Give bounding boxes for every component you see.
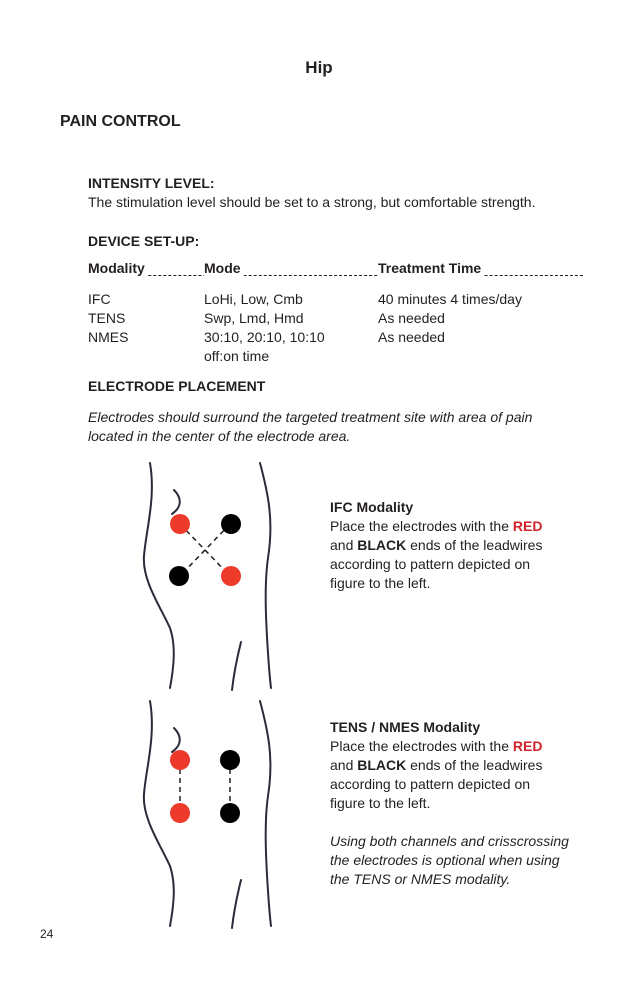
tens-note-line1: Using both channels and crisscrossing [330,833,569,849]
ifc-line1-prefix: Place the electrodes with the [330,518,513,534]
electrode-placement-heading: ELECTRODE PLACEMENT [88,378,266,394]
ifc-red-word: RED [512,518,543,534]
black-electrode-top-right [221,514,241,534]
ifc-hip-figure [120,458,300,693]
device-setup-heading: DEVICE SET-UP: [88,233,200,249]
tens-red-word: RED [512,738,543,754]
black-electrode-bottom-left [169,566,189,586]
tens-note-line3: the TENS or NMES modality. [330,871,511,887]
tens-line1-prefix: Place the electrodes with the [330,738,513,754]
column-header-modality: Modality [88,260,148,276]
tens-panel [330,718,569,889]
ifc-line4: figure to the left. [330,575,431,591]
red-electrode-bottom-right [221,566,241,586]
ifc-panel-title: IFC Modality [330,499,414,515]
parallel-leadwires [180,760,230,812]
table-header [88,260,583,280]
cell-mode: Swp, Lmd, Hmd [204,310,304,326]
tens-line3: according to pattern depicted on [330,776,531,792]
red-electrode-top-left [170,514,190,534]
cell-time: As needed [378,329,445,345]
column-header-mode: Mode [204,260,244,276]
ifc-panel [330,498,542,593]
crossed-leadwires [180,524,230,576]
cell-modality: NMES [88,329,129,345]
tens-line2-prefix: and [330,757,358,773]
section-title: PAIN CONTROL [60,113,181,130]
black-electrode-top-right [220,750,240,770]
tens-black-word: BLACK [357,757,407,773]
tens-line2-suffix: ends of the leadwires [406,757,543,773]
red-electrode-top-left [170,750,190,770]
cell-mode: LoHi, Low, Cmb [204,291,303,307]
ifc-line2-prefix: and [330,537,358,553]
electrode-placement-text-line2: located in the center of the electrode area. [88,428,351,444]
ifc-line3: according to pattern depicted on [330,556,531,572]
column-header-treatment-time: Treatment Time [378,260,484,276]
cell-mode-line2: off:on time [204,348,270,364]
red-electrode-bottom-left [170,803,190,823]
tens-hip-figure [120,696,300,931]
page-number: 24 [40,927,54,941]
cell-modality: TENS [88,310,126,326]
electrode-placement-text-line1: Electrodes should surround the targeted treatment site with area of pain [88,409,533,425]
ifc-line2-suffix: ends of the leadwires [406,537,543,553]
table-header-divider [88,275,583,276]
ifc-black-word: BLACK [357,537,407,553]
black-electrode-bottom-right [220,803,240,823]
tens-panel-title: TENS / NMES Modality [330,719,481,735]
tens-note-line2: the electrodes is optional when using [330,852,560,868]
hip-body-outline [144,463,271,690]
hip-body-outline [144,701,271,928]
intensity-text: The stimulation level should be set to a strong, but comfortable strength. [88,194,536,210]
cell-mode: 30:10, 20:10, 10:10 [204,329,325,345]
cell-time: 40 minutes 4 times/day [378,291,522,307]
cell-modality: IFC [88,291,111,307]
page-title: Hip [305,58,333,77]
tens-line4: figure to the left. [330,795,431,811]
cell-time: As needed [378,310,445,326]
intensity-heading: INTENSITY LEVEL: [88,175,215,191]
